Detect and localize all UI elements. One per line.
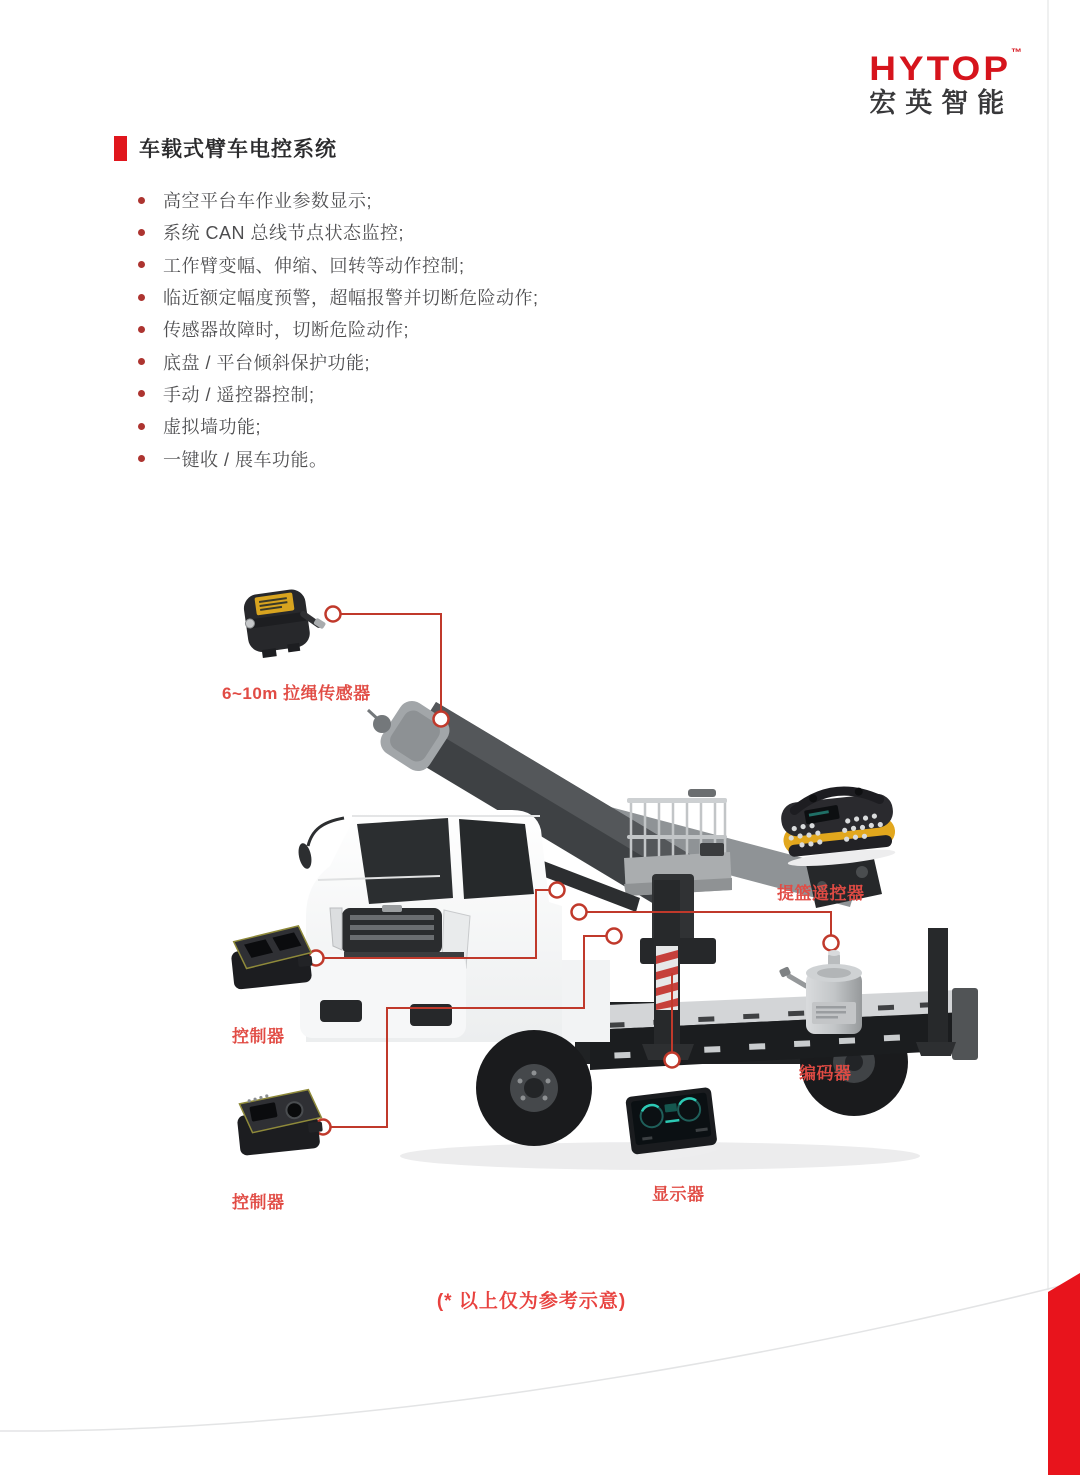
display-illustration (625, 1087, 719, 1164)
controller-2-label: 控制器 (232, 1193, 285, 1212)
title-accent-bar-icon (114, 136, 127, 161)
feature-item: 传感器故障时，切断危险动作; (0, 313, 700, 345)
trademark-symbol: ™ (1011, 47, 1022, 59)
brand-name-cn: 宏英智能 (869, 88, 1014, 118)
basket-remote-label: 提篮遥控器 (777, 884, 865, 903)
brand-logo-text: HYTOP (869, 49, 1011, 88)
display-label: 显示器 (652, 1185, 705, 1204)
encoder-label: 编码器 (799, 1064, 852, 1083)
side-window (459, 819, 534, 899)
section-title-row (114, 133, 337, 163)
rope-sensor-label: 6~10m 拉绳传感器 (222, 684, 371, 703)
rope-sensor-illustration (242, 585, 330, 660)
feature-item: 虚拟墙功能; (0, 410, 700, 442)
feature-item: 系统 CAN 总线节点状态监控; (0, 216, 700, 248)
reference-footnote: (* 以上仅为参考示意) (436, 1291, 627, 1312)
windshield (357, 818, 453, 904)
controller-1-label: 控制器 (232, 1027, 285, 1046)
brand-logo (869, 47, 1022, 118)
flatbed (584, 988, 978, 1070)
feature-list (0, 184, 700, 475)
section-title: 车载式臂车电控系统 (139, 138, 337, 161)
side-mirror (296, 842, 313, 870)
feature-item: 高空平台车作业参数显示; (0, 184, 700, 216)
feature-item: 底盘 / 平台倾斜保护功能; (0, 345, 700, 377)
feature-item: 一键收 / 展车功能。 (0, 442, 700, 474)
grille (342, 908, 442, 954)
feature-item: 工作臂变幅、伸缩、回转等动作控制; (0, 249, 700, 281)
feature-item: 临近额定幅度预警，超幅报警并切断危险动作; (0, 281, 700, 313)
controller-2-illustration (235, 1089, 325, 1156)
feature-item: 手动 / 遥控器控制; (0, 378, 700, 410)
controller-1-illustration (229, 925, 315, 990)
front-wheel (476, 1030, 592, 1146)
